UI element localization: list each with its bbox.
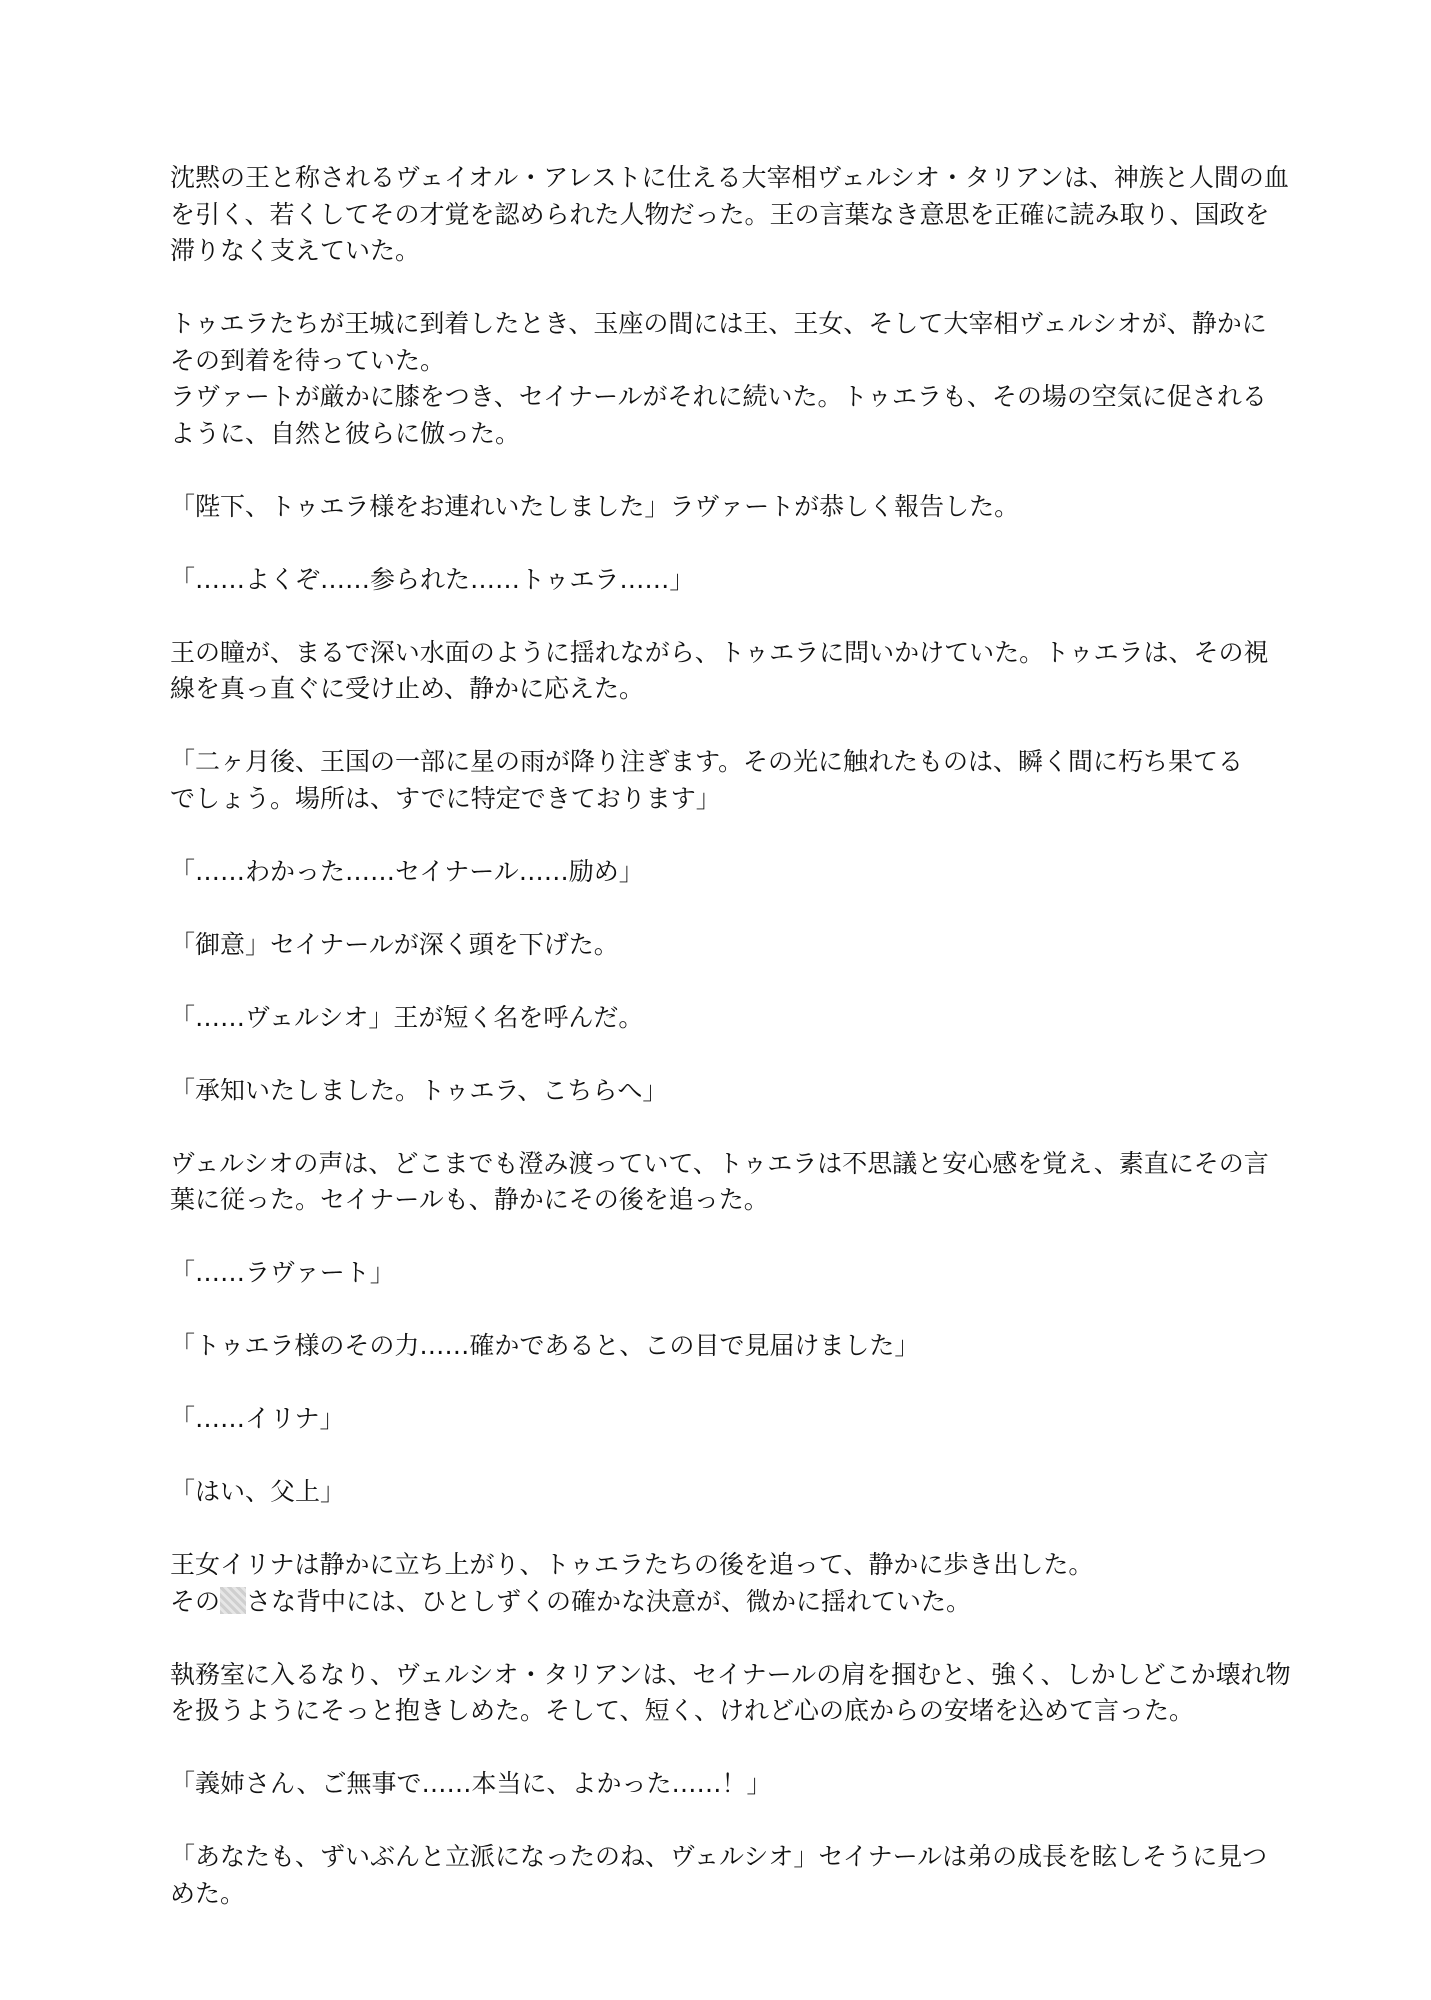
text-line: 「あなたも、ずいぶんと立派になったのね、ヴェルシオ」セイナールは弟の成長を眩しそうに見つ [170,1842,1268,1871]
paragraph [170,927,1260,964]
paragraph [170,744,1260,817]
text-line: ように、自然と彼らに倣った。 [170,418,521,448]
text-fragment: その [170,1586,221,1616]
text-fragment: さな背中には、ひとしずくの確かな決意が、微かに揺れていた。 [246,1586,972,1616]
text-line: でしょう。場所は、すでに特定できております」 [170,783,721,813]
text-line: 王の瞳が、まるで深い水面のように揺れながら、トゥエラに問いかけていた。トゥエラは、その視 [170,637,1269,667]
text-line: 執務室に入るなり、ヴェルシオ・タリアンは、セイナールの肩を掴むと、強く、しかしどこか壊れ物 [170,1659,1291,1689]
text-line: めた。 [170,1878,246,1908]
text-line: 「二ヶ月後、王国の一部に星の雨が降り注ぎます。その光に触れたものは、瞬く間に朽ち果てる [170,747,1244,776]
paragraph [170,1146,1269,1219]
text-line: 葉に従った。セイナールも、静かにその後を追った。 [170,1185,769,1214]
paragraph [170,562,1260,599]
paragraph [170,635,1269,708]
text-line: ヴェルシオの声は、どこまでも澄み渡っていて、トゥエラは不思議と安心感を覚え、素直にその言 [170,1148,1269,1178]
paragraph [170,489,1260,526]
text-line: 「……イリナ」 [170,1404,345,1433]
paragraph [170,854,1260,891]
paragraph [170,1547,1260,1620]
text-line: トゥエラたちが王城に到着したとき、玉座の間には王、王女、そして大宰相ヴェルシオが、静かに [170,309,1267,338]
text-line: 線を真っ直ぐに受け止め、静かに応えた。 [170,674,645,703]
document-body [170,160,1291,1949]
text-line: 「……わかった……セイナール……励め」 [170,856,644,886]
text-line: 「……よくぞ……参られた……トゥエラ……」 [170,564,695,594]
text-line-redacted [170,1584,1260,1621]
text-line: その到着を待っていた。 [170,345,446,375]
paragraph [170,306,1267,452]
paragraph [170,1657,1291,1730]
text-line: 王女イリナは静かに立ち上がり、トゥエラたちの後を追って、静かに歩き出した。 [170,1550,1094,1579]
paragraph [170,1255,1260,1292]
redaction-mark [220,1587,246,1614]
text-line: 「はい、父上」 [170,1477,346,1506]
text-line: 「……ラヴァート」 [170,1258,395,1287]
text-line: を引く、若くしてその才覚を認められた人物だった。王の言葉なき意思を正確に読み取り、国政を [170,199,1270,229]
paragraph [170,1401,1260,1438]
text-line: 沈黙の王と称されるヴェイオル・アレストに仕える大宰相ヴェルシオ・タリアンは、神族と人間の血 [170,163,1289,192]
paragraph [170,1474,1260,1511]
text-line: 「……ヴェルシオ」王が短く名を呼んだ。 [170,1002,644,1032]
text-line: を扱うようにそっと抱きしめた。そして、短く、けれど心の底からの安堵を込めて言った。 [170,1696,1195,1725]
text-line: 滞りなく支えていた。 [170,236,421,265]
text-line: 「陛下、トゥエラ様をお連れいたしました」ラヴァートが恭しく報告した。 [170,491,1020,521]
paragraph [170,1766,1260,1803]
text-line: 「トゥエラ様のその力……確かであると、この目で見届けました」 [170,1331,920,1360]
text-line: 「義姉さん、ご無事で……本当に、よかった……！」 [170,1769,772,1798]
text-line: ラヴァートが厳かに膝をつき、セイナールがそれに続いた。トゥエラも、その場の空気に促される [170,382,1267,411]
paragraph [170,160,1289,270]
paragraph [170,1328,1260,1365]
text-line: 「御意」セイナールが深く頭を下げた。 [170,929,619,959]
paragraph [170,1839,1268,1912]
paragraph [170,1000,1260,1037]
text-line: 「承知いたしました。トゥエラ、こちらへ」 [170,1075,668,1105]
paragraph [170,1073,1260,1110]
